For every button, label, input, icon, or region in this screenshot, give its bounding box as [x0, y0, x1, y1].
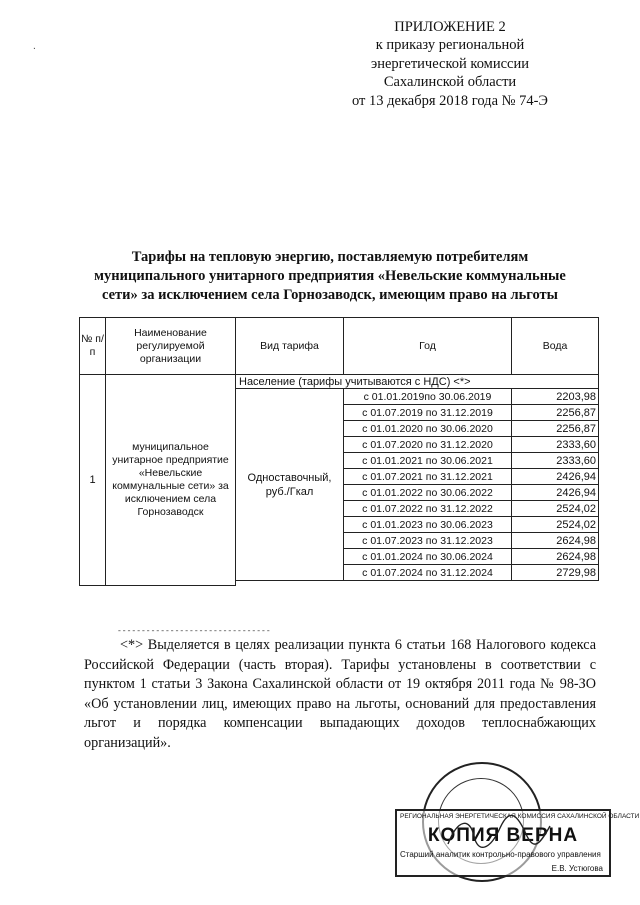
- appendix-date-line: от 13 декабря 2018 года № 74-Э: [352, 92, 548, 109]
- period-cell: с 01.07.2021 по 31.12.2021: [344, 469, 512, 485]
- table-header-row: [80, 318, 599, 375]
- tariff-kind: Одноставочный, руб./Гкал: [236, 389, 344, 581]
- scan-speck: ˑ: [33, 45, 36, 56]
- appendix-order-line: к приказу региональной: [375, 37, 525, 54]
- period-cell: с 01.01.2021 по 30.06.2021: [344, 453, 512, 469]
- header-year: Год: [344, 318, 512, 375]
- title-line: Тарифы на тепловую энергию, поставляемую потребителям: [131, 249, 529, 265]
- document-title: [60, 248, 600, 305]
- appendix-title: ПРИЛОЖЕНИЕ 2: [394, 19, 506, 35]
- period-cell: с 01.01.2019по 30.06.2019: [344, 389, 512, 405]
- population-label: Население (тарифы учитываются с НДС) <*>: [236, 375, 599, 389]
- water-tariff-value: 2256,87: [512, 421, 599, 437]
- table-body: [80, 375, 599, 586]
- stamp-copy-certified: КОПИЯ ВЕРНА: [427, 825, 579, 846]
- water-tariff-value: 2426,94: [512, 485, 599, 501]
- footnote-text: <*> Выделяется в целях реализации пункта 6 статьи 168 Налогового кодекса Российской Федерации (часть вторая). Тарифы установлены в соответствии с пунктом 1 статьи 3 Закона Сахалинской области от 19 октября 2011 года № 98-ЗО «Об установлении лиц, имеющих право на льготы, оснований для предоставления льгот и порядка компенсации выпадающих доходов теплоснабжающих организаций».: [84, 637, 596, 751]
- water-tariff-value: 2426,94: [512, 469, 599, 485]
- period-cell: с 01.01.2022 по 30.06.2022: [344, 485, 512, 501]
- appendix-commission-line: энергетической комиссии: [370, 55, 530, 72]
- water-tariff-value: 2203,98: [512, 389, 599, 405]
- period-cell: с 01.07.2024 по 31.12.2024: [344, 565, 512, 581]
- stamp-signer-name: Е.В. Устюгова: [551, 864, 603, 873]
- period-cell: с 01.07.2022 по 31.12.2022: [344, 501, 512, 517]
- handwritten-signature: [444, 814, 554, 854]
- header-organization: Наименование регулируемой организации: [106, 318, 236, 375]
- period-cell: с 01.07.2020 по 31.12.2020: [344, 437, 512, 453]
- footnote-separator: --------------------------------: [117, 627, 271, 636]
- water-tariff-value: 2256,87: [512, 405, 599, 421]
- period-cell: с 01.07.2023 по 31.12.2023: [344, 533, 512, 549]
- header-water: Вода: [512, 318, 599, 375]
- water-tariff-value: 2524,02: [512, 501, 599, 517]
- appendix-region-line: Сахалинской области: [383, 74, 517, 91]
- title-line: сети» за исключением села Горнозаводск, имеющим право на льготы: [102, 287, 558, 303]
- appendix-header: [330, 18, 570, 110]
- period-cell: с 01.07.2019 по 31.12.2019: [344, 405, 512, 421]
- title-line: муниципального унитарного предприятия «Невельские коммунальные: [94, 268, 566, 284]
- period-cell: с 01.01.2020 по 30.06.2020: [344, 421, 512, 437]
- period-cell: с 01.01.2023 по 30.06.2023: [344, 517, 512, 533]
- row-number: 1: [80, 375, 106, 586]
- water-tariff-value: 2729,98: [512, 565, 599, 581]
- certification-stamp: [380, 762, 640, 887]
- stamp-organization: РЕГИОНАЛЬНАЯ ЭНЕРГЕТИЧЕСКАЯ КОМИССИЯ САХАЛИНСКОЙ ОБЛАСТИ: [400, 813, 640, 820]
- tariff-table: [79, 317, 599, 586]
- water-tariff-value: 2333,60: [512, 437, 599, 453]
- period-cell: с 01.01.2024 по 30.06.2024: [344, 549, 512, 565]
- water-tariff-value: 2624,98: [512, 533, 599, 549]
- table-end-spacer: [236, 581, 599, 586]
- organization-name: муниципальное унитарное предприятие «Невельские коммунальные сети» за исключением села Горнозаводск: [106, 375, 236, 586]
- stamp-position: Старший аналитик контрольно-правового управления: [400, 850, 601, 859]
- water-tariff-value: 2333,60: [512, 453, 599, 469]
- water-tariff-value: 2524,02: [512, 517, 599, 533]
- header-number: № п/п: [80, 318, 106, 375]
- header-tariff-kind: Вид тарифа: [236, 318, 344, 375]
- population-row: [80, 375, 599, 389]
- water-tariff-value: 2624,98: [512, 549, 599, 565]
